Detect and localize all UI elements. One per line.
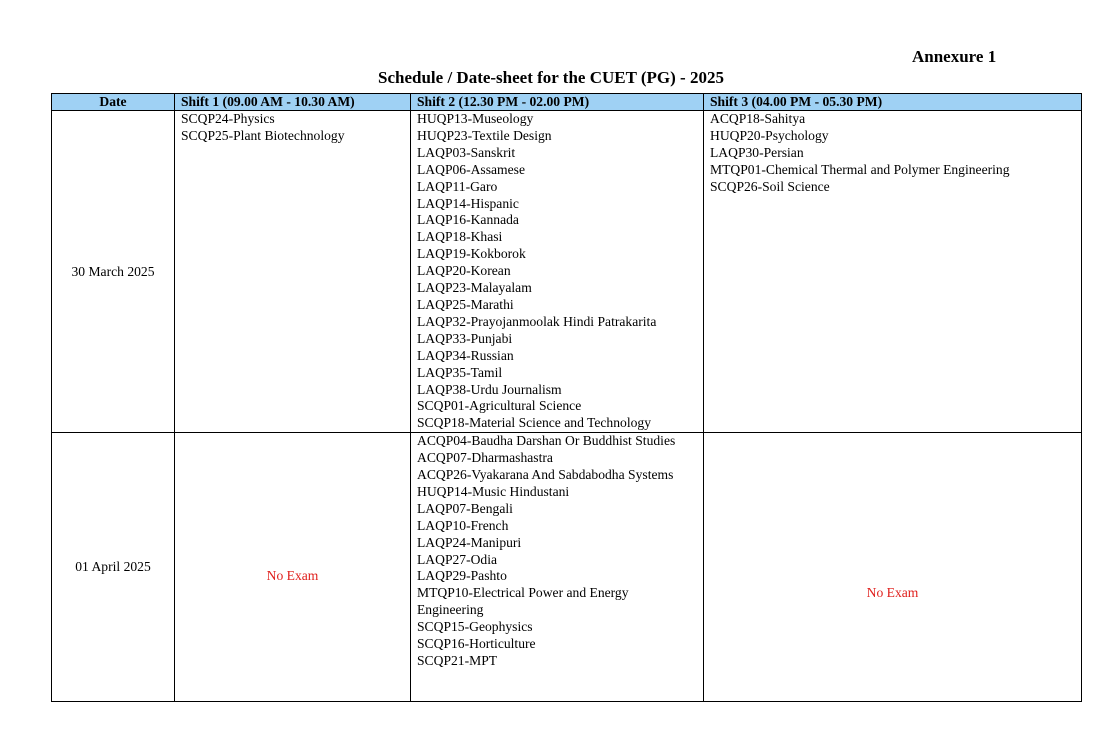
page-title: Schedule / Date-sheet for the CUET (PG) - 2025 — [378, 68, 724, 87]
subject-item: LAQP29-Pashto — [417, 568, 507, 584]
subject-item: SCQP15-Geophysics — [417, 619, 533, 635]
subject-item: LAQP06-Assamese — [417, 161, 525, 177]
subject-item: LAQP30-Persian — [710, 144, 804, 160]
no-exam-label: No Exam — [866, 585, 919, 601]
subject-item: HUQP13-Museology — [417, 111, 534, 126]
subject-item: HUQP23-Textile Design — [417, 127, 552, 143]
subject-item: LAQP11-Garo — [417, 178, 498, 194]
subject-item: LAQP38-Urdu Journalism — [417, 381, 562, 397]
shift1-cell — [175, 433, 411, 702]
header-shift2: Shift 2 (12.30 PM - 02.00 PM) — [411, 94, 704, 111]
subject-item: LAQP33-Punjabi — [417, 330, 513, 346]
subject-item: LAQP23-Malayalam — [417, 280, 532, 296]
subject-item: SCQP01-Agricultural Science — [417, 398, 582, 414]
date-cell: 01 April 2025 — [52, 433, 175, 702]
subject-item: ACQP04-Baudha Darshan Or Buddhist Studies — [417, 433, 676, 449]
shift2-cell — [411, 433, 704, 702]
subject-item: SCQP16-Horticulture — [417, 636, 536, 652]
subject-item: LAQP03-Sanskrit — [417, 144, 516, 160]
no-exam-label: No Exam — [266, 568, 319, 584]
table-row — [52, 433, 1082, 702]
shift1-cell — [175, 111, 411, 433]
subject-item: LAQP27-Odia — [417, 551, 498, 567]
table-row — [52, 111, 1082, 433]
subject-item: LAQP25-Marathi — [417, 296, 514, 312]
date-cell: 30 March 2025 — [52, 111, 175, 433]
subject-item: LAQP20-Korean — [417, 263, 511, 279]
subject-item: SCQP25-Plant Biotechnology — [181, 127, 345, 143]
subject-item: LAQP10-French — [417, 517, 509, 533]
subject-item: LAQP19-Kokborok — [417, 246, 526, 262]
subject-item: LAQP18-Khasi — [417, 229, 503, 245]
subject-item: LAQP14-Hispanic — [417, 195, 519, 211]
subject-item: HUQP20-Psychology — [710, 127, 829, 143]
subject-item: LAQP16-Kannada — [417, 212, 519, 228]
shift2-cell — [411, 111, 704, 433]
header-shift3: Shift 3 (04.00 PM - 05.30 PM) — [704, 94, 1082, 111]
subject-item: ACQP07-Dharmashastra — [417, 450, 553, 466]
header-date: Date — [52, 94, 175, 111]
shift3-cell — [704, 433, 1082, 702]
subject-item: MTQP10-Electrical Power and Energy Engineering — [417, 585, 629, 618]
shift3-cell — [704, 111, 1082, 433]
subject-item: ACQP18-Sahitya — [710, 111, 806, 126]
schedule-table — [51, 93, 1082, 702]
subject-item: LAQP07-Bengali — [417, 500, 513, 516]
subject-item: SCQP18-Material Science and Technology — [417, 415, 651, 431]
subject-item: ACQP26-Vyakarana And Sabdabodha Systems — [417, 467, 674, 483]
subject-item: LAQP34-Russian — [417, 347, 514, 363]
header-shift1: Shift 1 (09.00 AM - 10.30 AM) — [175, 94, 411, 111]
subject-item: SCQP26-Soil Science — [710, 178, 830, 194]
subject-item: MTQP01-Chemical Thermal and Polymer Engineering — [710, 161, 1010, 177]
subject-item: SCQP21-MPT — [417, 653, 498, 668]
subject-item: HUQP14-Music Hindustani — [417, 483, 570, 499]
subject-item: LAQP35-Tamil — [417, 364, 503, 380]
annexure-label: Annexure 1 — [912, 47, 997, 66]
subject-item: SCQP24-Physics — [181, 111, 275, 126]
table-header-row — [52, 94, 1082, 111]
subject-item: LAQP24-Manipuri — [417, 534, 522, 550]
subject-item: LAQP32-Prayojanmoolak Hindi Patrakarita — [417, 313, 657, 329]
